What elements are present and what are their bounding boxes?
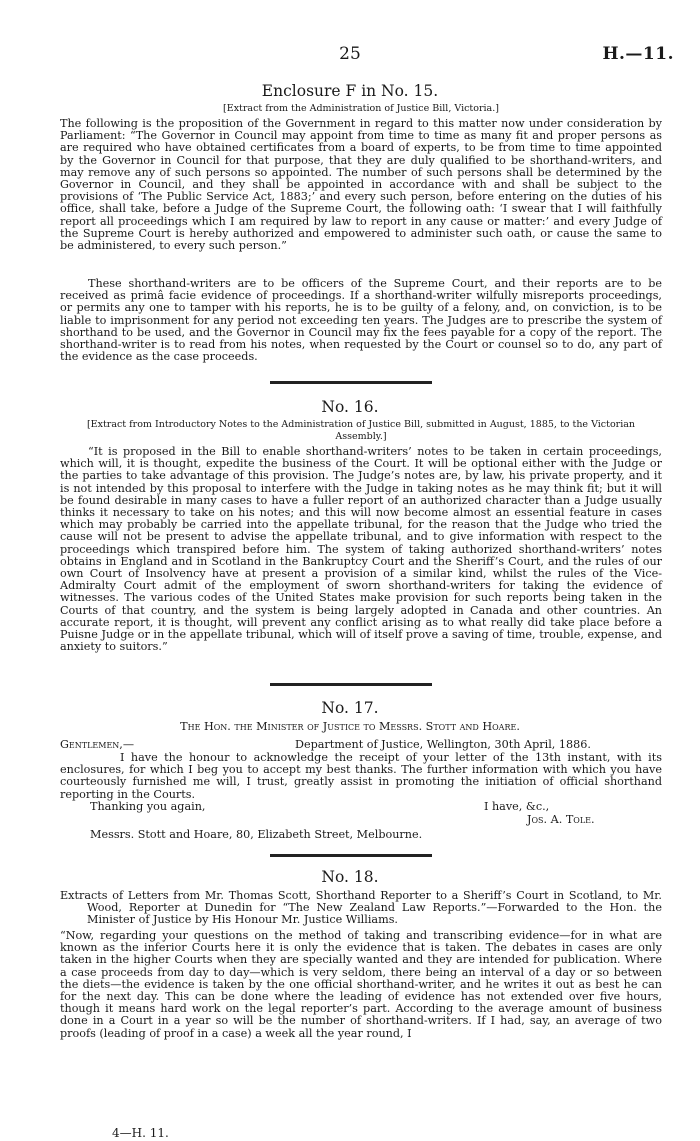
- no17-dateline: Department of Justice, Wellington, 30th April, 1886.: [295, 738, 591, 751]
- no17-closing: Thanking you again,: [90, 800, 206, 813]
- footer-signature-mark: 4—H. 11.: [112, 1126, 169, 1140]
- enclosure-f-caption: [Extract from the Administration of Justice Bill, Victoria.]: [223, 103, 499, 114]
- no18-paragraph: “Now, regarding your questions on the method of taking and transcribing evidence—for in what are known as the inferior Courts here it is only the evidence that is taken. The debates in cases are only taken in the higher Courts when they are specially wanted and they are intended for publication. Where a case proceeds from day to day—which is very seldom, there being an interval of a day or so between the diets—the evidence is taken by the one official shorthand-writer, and he writes it out as best he can for the next day. This can be done where the leading of evidence has not extended over five hours, though it means hard work on the legal reporter’s part. According to the average amount of business done in a Court in a year so will be the number of shorthand-writers. If I had, say, an average of two proofs (leading of proof in a case) a week all the year round, I: [60, 929, 662, 1040]
- no17-body: I have the honour to acknowledge the receipt of your letter of the 13th instant, with its enclosures, for which I beg you to accept my best thanks. The further information with which you have courteously furnished me will, I trust, greatly assist in promoting the initiation of official shorthand reporting in the Courts.: [60, 751, 662, 801]
- enclosure-f-paragraph-1: The following is the proposition of the Government in regard to this matter now under consideration by Parliament: “The Governor in Council may appoint from time to time as many fit and proper persons as are required who have obtained certificates from a board of experts, to be from time to time appointed by the Governor in Council for that purpose, that they are duly qualified to be shorthand-writers, and may remove any of such persons so appointed. The number of such persons shall be determined by the Governor in Council, and they shall be appointed in accordance with and shall be subject to the provisions of ‘The Public Service Act, 1883;’ and every such person, before entering on the duties of his office, shall take, before a Judge of the Supreme Court, the following oath: ‘I swear that I will faithfully report all proceedings which I am required by law to report in any cause or matter:’ and every Judge of the Supreme Court is hereby authorized and empowered to administer such oath, or cause the same to be administered, to every such person.”: [60, 117, 662, 253]
- no16-caption-line2: Assembly.]: [335, 431, 387, 442]
- no17-sign-off: I have, &c.,: [484, 800, 550, 813]
- no17-salutation: Gentlemen,—: [60, 738, 135, 751]
- section-divider: [270, 683, 432, 686]
- no16-title: No. 16.: [321, 398, 379, 416]
- enclosure-f-paragraph-2: These shorthand-writers are to be officers of the Supreme Court, and their reports are to be received as primâ facie evidence of proceedings. If a shorthand-writer wilfully misreports proceedings, or permits any one to tamper with his reports, he is to be guilty of a felony, and, on conviction, is to be liable to imprisonment for any period not exceeding ten years. The Judges are to prescribe the system of shorthand to be used, and the Governor in Council may fix the fees payable for a copy of the report. The shorthand-writer is to read from his notes, when requested by the Court or counsel so to do, any part of the evidence as the case proceeds.: [60, 277, 662, 364]
- no17-address: Messrs. Stott and Hoare, 80, Elizabeth Street, Melbourne.: [90, 828, 423, 841]
- no17-title: No. 17.: [321, 699, 379, 717]
- no18-heading: Extracts of Letters from Mr. Thomas Scott, Shorthand Reporter to a Sheriff’s Court in Scotland, to Mr. Wood, Reporter at Dunedin for “The New Zealand Law Reports.”—Forwarded to the Hon. the Minister of Justice by His Honour Mr. Justice Williams.: [60, 889, 662, 927]
- no17-subtitle: The Hon. the Minister of Justice to Messrs. Stott and Hoare.: [180, 720, 520, 733]
- no18-title: No. 18.: [321, 868, 379, 886]
- document-reference: H.—11.: [602, 44, 674, 64]
- no16-paragraph: “It is proposed in the Bill to enable shorthand-writers’ notes to be taken in certain proceedings, which will, it is thought, expedite the business of the Court. It will be optional either with the Judge or the parties to take advantage of this provision. The Judge’s notes are, by law, his private property, and it is not intended by this proposal to interfere with the Judge in taking notes as he may think fit; but it will be found desirable in many cases to have a fuller report of an authorized character than a Judge usually thinks it necessary to take on his notes; and this will now become almost an essential feature in cases which may probably be carried into the appellate tribunal, for the reason that the Judge who tried the cause will not be present to advise the appellate tribunal, and to give information with respect to the proceedings which transpired before him. The system of taking authorized shorthand-writers’ notes obtains in England and in Scotland in the Bankruptcy Court and the Sheriff’s Court, and the rules of our own Court of Insolvency have at present a provision of a similar kind, whilst the rules of the Vice-Admiralty Court admit of the employment of sworn shorthand-writers for taking the evidence of witnesses. The various codes of the United States make provision for such reports being taken in the Courts of that country, and the system is being largely adopted in Canada and other countries. An accurate report, it is thought, will prevent any conflict arising as to what really did take place before a Puisne Judge or in the appellate tribunal, which will of itself prove a saving of time, trouble, expense, and anxiety to suitors.”: [60, 445, 662, 654]
- no16-caption-line1: [Extract from Introductory Notes to the Administration of Justice Bill, submitted in August, 1885, to the Victorian: [86, 419, 636, 430]
- enclosure-f-title: Enclosure F in No. 15.: [261, 82, 439, 100]
- page-number: 25: [339, 44, 361, 64]
- section-divider: [270, 381, 432, 384]
- section-divider: [270, 854, 432, 857]
- no17-signature: Jos. A. Tole.: [527, 813, 595, 826]
